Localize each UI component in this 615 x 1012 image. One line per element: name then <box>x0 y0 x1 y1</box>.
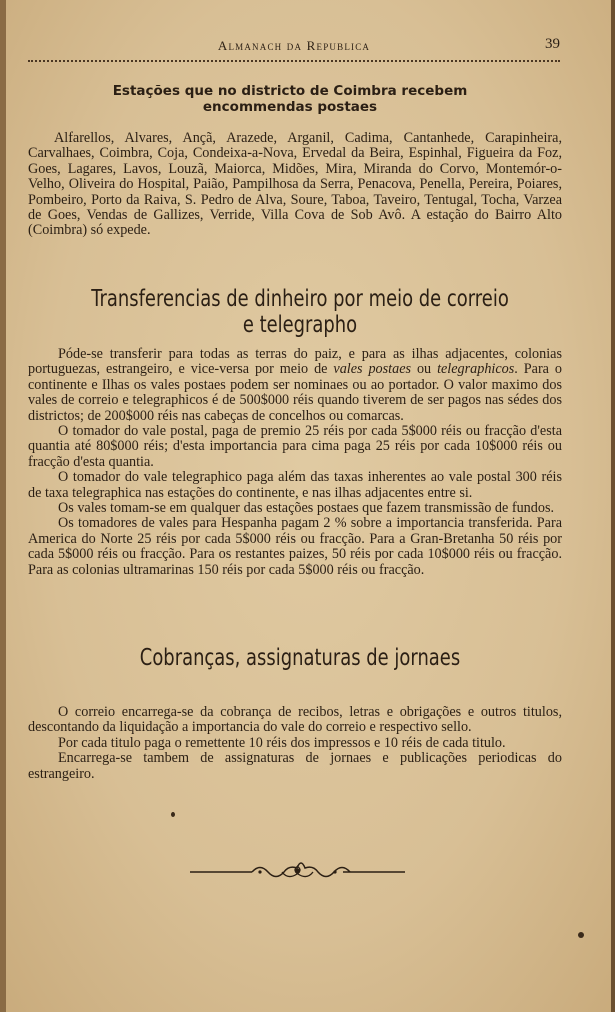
collections-paragraph-1: O correio encarrega-se da cobrança de recibos, letras e obrigações e outros titulos, descontando da liquidação a importancia do vale do correio e respectivo sello. <box>28 704 562 736</box>
transfers-p1-em-telegraphic: telegraphicos <box>437 361 515 378</box>
transfers-title: Transferencias de dinheiro por meio de correio e telegrapho <box>91 286 509 338</box>
stations-heading-line2: encommendas postaes <box>202 99 378 115</box>
collections-paragraph-3: Encarrega-se tambem de assignaturas de jornaes e publicações periodicas do estrangeiro. <box>28 750 562 782</box>
page-left-edge <box>0 0 6 1012</box>
transfers-p1-text-c: . Para o continente e Ilhas os vales postaes podem ser nominaes ou ao portador. O valor maximo dos vales de correio e telegraphicos é de 500$000 réis quando tiverem de ser pagos nas sédes dos districtos; de 200$000 réis nas cabeças de concelhos ou comarcas. <box>28 361 562 424</box>
transfers-paragraph-3: O tomador do vale telegraphico paga além das taxas inherentes ao vale postal 300 réis de taxa telegraphica nas estações do continente, e nas ilhas adjacentes entre si. <box>28 469 562 501</box>
transfers-p1-em-postal: vales postaes <box>333 361 412 378</box>
page-header <box>28 36 560 62</box>
running-title: Almanach da Republica <box>217 38 371 53</box>
ink-spot <box>578 932 584 938</box>
transfers-paragraph-5: Os tomadores de vales para Hespanha pagam 2 % sobre a importancia transferida. Para America do Norte 25 réis por cada 5$000 réis ou fracção. Para a Gran-Bretanha 50 réis por cada 5$000 réis ou fracção. Para os restantes paizes, 50 réis por cada 10$000 réis ou fracção. Para as colonias ultramarinas 150 réis por cada 5$000 réis ou fracção. <box>28 515 562 578</box>
stations-heading-line1: Estações que no districto de Coimbra recebem <box>112 83 468 99</box>
collections-body <box>28 705 562 782</box>
transfers-paragraph-4: Os vales tomam-se em qualquer das estações postaes que fazem transmissão de fundos. <box>58 500 555 517</box>
page-right-edge <box>611 0 615 1012</box>
stations-heading <box>60 83 520 115</box>
transfers-body <box>28 347 562 578</box>
transfers-p1-text-b: ou <box>411 361 438 378</box>
collections-title: Cobranças, assignaturas de jornaes <box>139 645 461 671</box>
transfers-paragraph-1 <box>28 347 562 424</box>
stations-list: Alfarellos, Alvares, Ançã, Arazede, Arganil, Cadima, Cantanhede, Carapinheira, Carvalhaes, Coimbra, Coja, Condeixa-a-Nova, Ervedal da Beira, Espinhal, Figueira da Foz, Goes, Lagares, Lavos, Louzã, Maiorca, Midões, Mira, Miranda do Corvo, Montemór-o-Velho, Oliveira do Hospital, Paião, Pampilhosa da Serra, Penacova, Penella, Pereira, Poiares, Pombeiro, Porto da Raiva, S. Pedro de Alva, Soure, Taboa, Taveiro, Tentugal, Tocha, Varzea de Goes, Vendas de Gallizes, Verride, Villa Cova de Sob Avô. A estação do Bairro Alto (Coimbra) só expede. <box>28 130 562 239</box>
page-number: 39 <box>545 36 560 52</box>
transfers-paragraph-2: O tomador do vale postal, paga de premio 25 réis por cada 5$000 réis ou fracção d'esta quantia até 80$000 réis; d'esta importancia para cima paga 25 réis por cada 10$000 réis ou fracção d'esta quantia. <box>28 423 562 470</box>
transfers-p1-text-a: Póde-se transferir para todas as terras do paiz, e para as ilhas adjacentes, colonias portuguezas, estrangeiro, e vice-versa por meio de <box>28 346 562 378</box>
ink-spot <box>171 812 175 817</box>
scroll-flourish-icon <box>190 858 405 884</box>
header-rule <box>28 60 560 62</box>
collections-paragraph-2: Por cada titulo paga o remettente 10 réis dos impressos e 10 réis de cada titulo. <box>58 734 506 751</box>
